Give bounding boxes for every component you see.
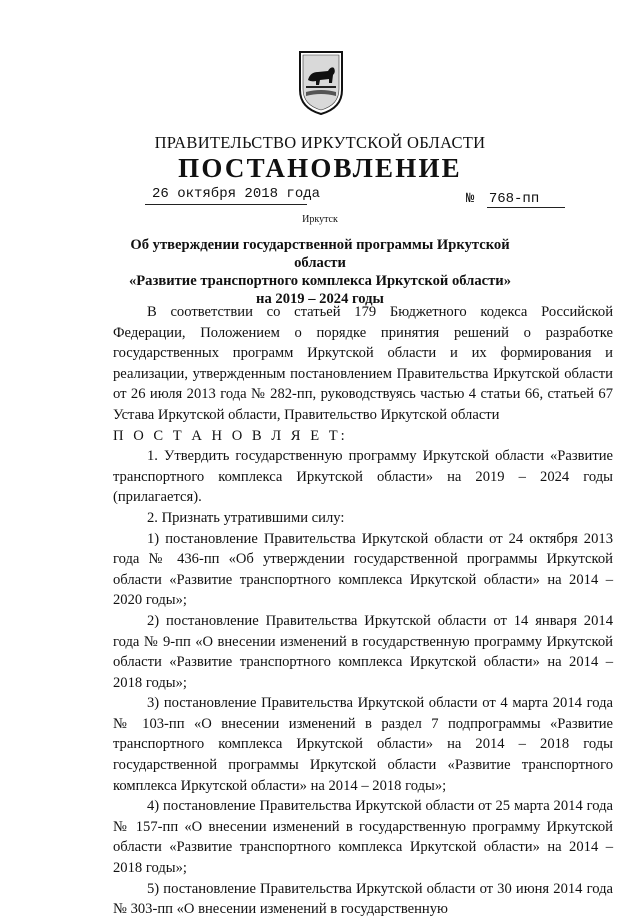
subitem-3-paragraph: 3) постановление Правительства Иркутской области от 4 марта 2014 года № 103-пп «О внесении изменений в раздел 7 подпрограммы «Развитие транспортного комплекса Иркутской области» на 2014 – 2018 годы государственной программы Иркутской области «Развитие транспортного комплекса Иркутской области» на 2014 – 2018 годы»;: [113, 695, 613, 794]
city-name: Иркутск: [302, 214, 338, 225]
decree-title: [110, 236, 530, 308]
decree-number-field: [466, 191, 539, 207]
item-1-paragraph: 1. Утвердить государственную программу Иркутской области «Развитие транспортного комплекса Иркутской области» на 2019 – 2024 годы (прилагается).: [113, 448, 613, 506]
title-line-1: Об утверждении государственной программы Иркутской области: [130, 237, 510, 271]
decree-number: 768-пп: [488, 191, 540, 207]
government-name: ПРАВИТЕЛЬСТВО ИРКУТСКОЙ ОБЛАСТИ: [154, 133, 486, 152]
document-type-heading: ПОСТАНОВЛЕНИЕ: [178, 153, 462, 183]
resolves-word: П О С Т А Н О В Л Я Е Т:: [113, 427, 348, 444]
date-underline: [145, 204, 307, 205]
title-line-3: на 2019 – 2024 годы: [256, 291, 384, 307]
number-sign: №: [466, 191, 475, 207]
subitem-4-paragraph: 4) постановление Правительства Иркутской области от 25 марта 2014 года № 157-пп «О внесении изменений в государственную программу Иркутской области «Развитие транспортного комплекса Иркутской области» на 2014 – 2018 годы»;: [113, 798, 613, 877]
decree-date: 26 октября 2018 года: [152, 186, 321, 202]
subitem-5-paragraph: 5) постановление Правительства Иркутской области от 30 июня 2014 года № 303-пп «О внесении изменений в государственную: [113, 880, 613, 918]
item-2-paragraph: 2. Признать утратившими силу:: [147, 509, 345, 526]
decree-body: [113, 302, 613, 920]
subitem-1-paragraph: 1) постановление Правительства Иркутской области от 24 октября 2013 года № 436-пп «Об утверждении государственной программы Иркутской области «Развитие транспортного комплекса Иркутской области» на 2014 – 2020 годы»;: [113, 530, 613, 609]
preamble-paragraph: В соответствии со статьей 179 Бюджетного кодекса Российской Федерации, Положением о порядке принятия решений о разработке государственных программ Иркутской области и их формирования и реализации, утвержденным постановлением Правительства Иркутской области от 26 июля 2013 года № 282-пп, руководствуясь частью 4 статьи 66, статьей 67 Устава Иркутской области, Правительство Иркутской области: [113, 304, 613, 423]
title-line-2: «Развитие транспортного комплекса Иркутской области»: [128, 273, 512, 289]
subitem-2-paragraph: 2) постановление Правительства Иркутской области от 14 января 2014 года № 9-пп «О внесении изменений в государственную программу Иркутской области «Развитие транспортного комплекса Иркутской области» на 2014 – 2018 годы»;: [113, 612, 613, 691]
number-underline: [487, 207, 565, 208]
irkutsk-coat-of-arms-emblem: [298, 50, 344, 116]
